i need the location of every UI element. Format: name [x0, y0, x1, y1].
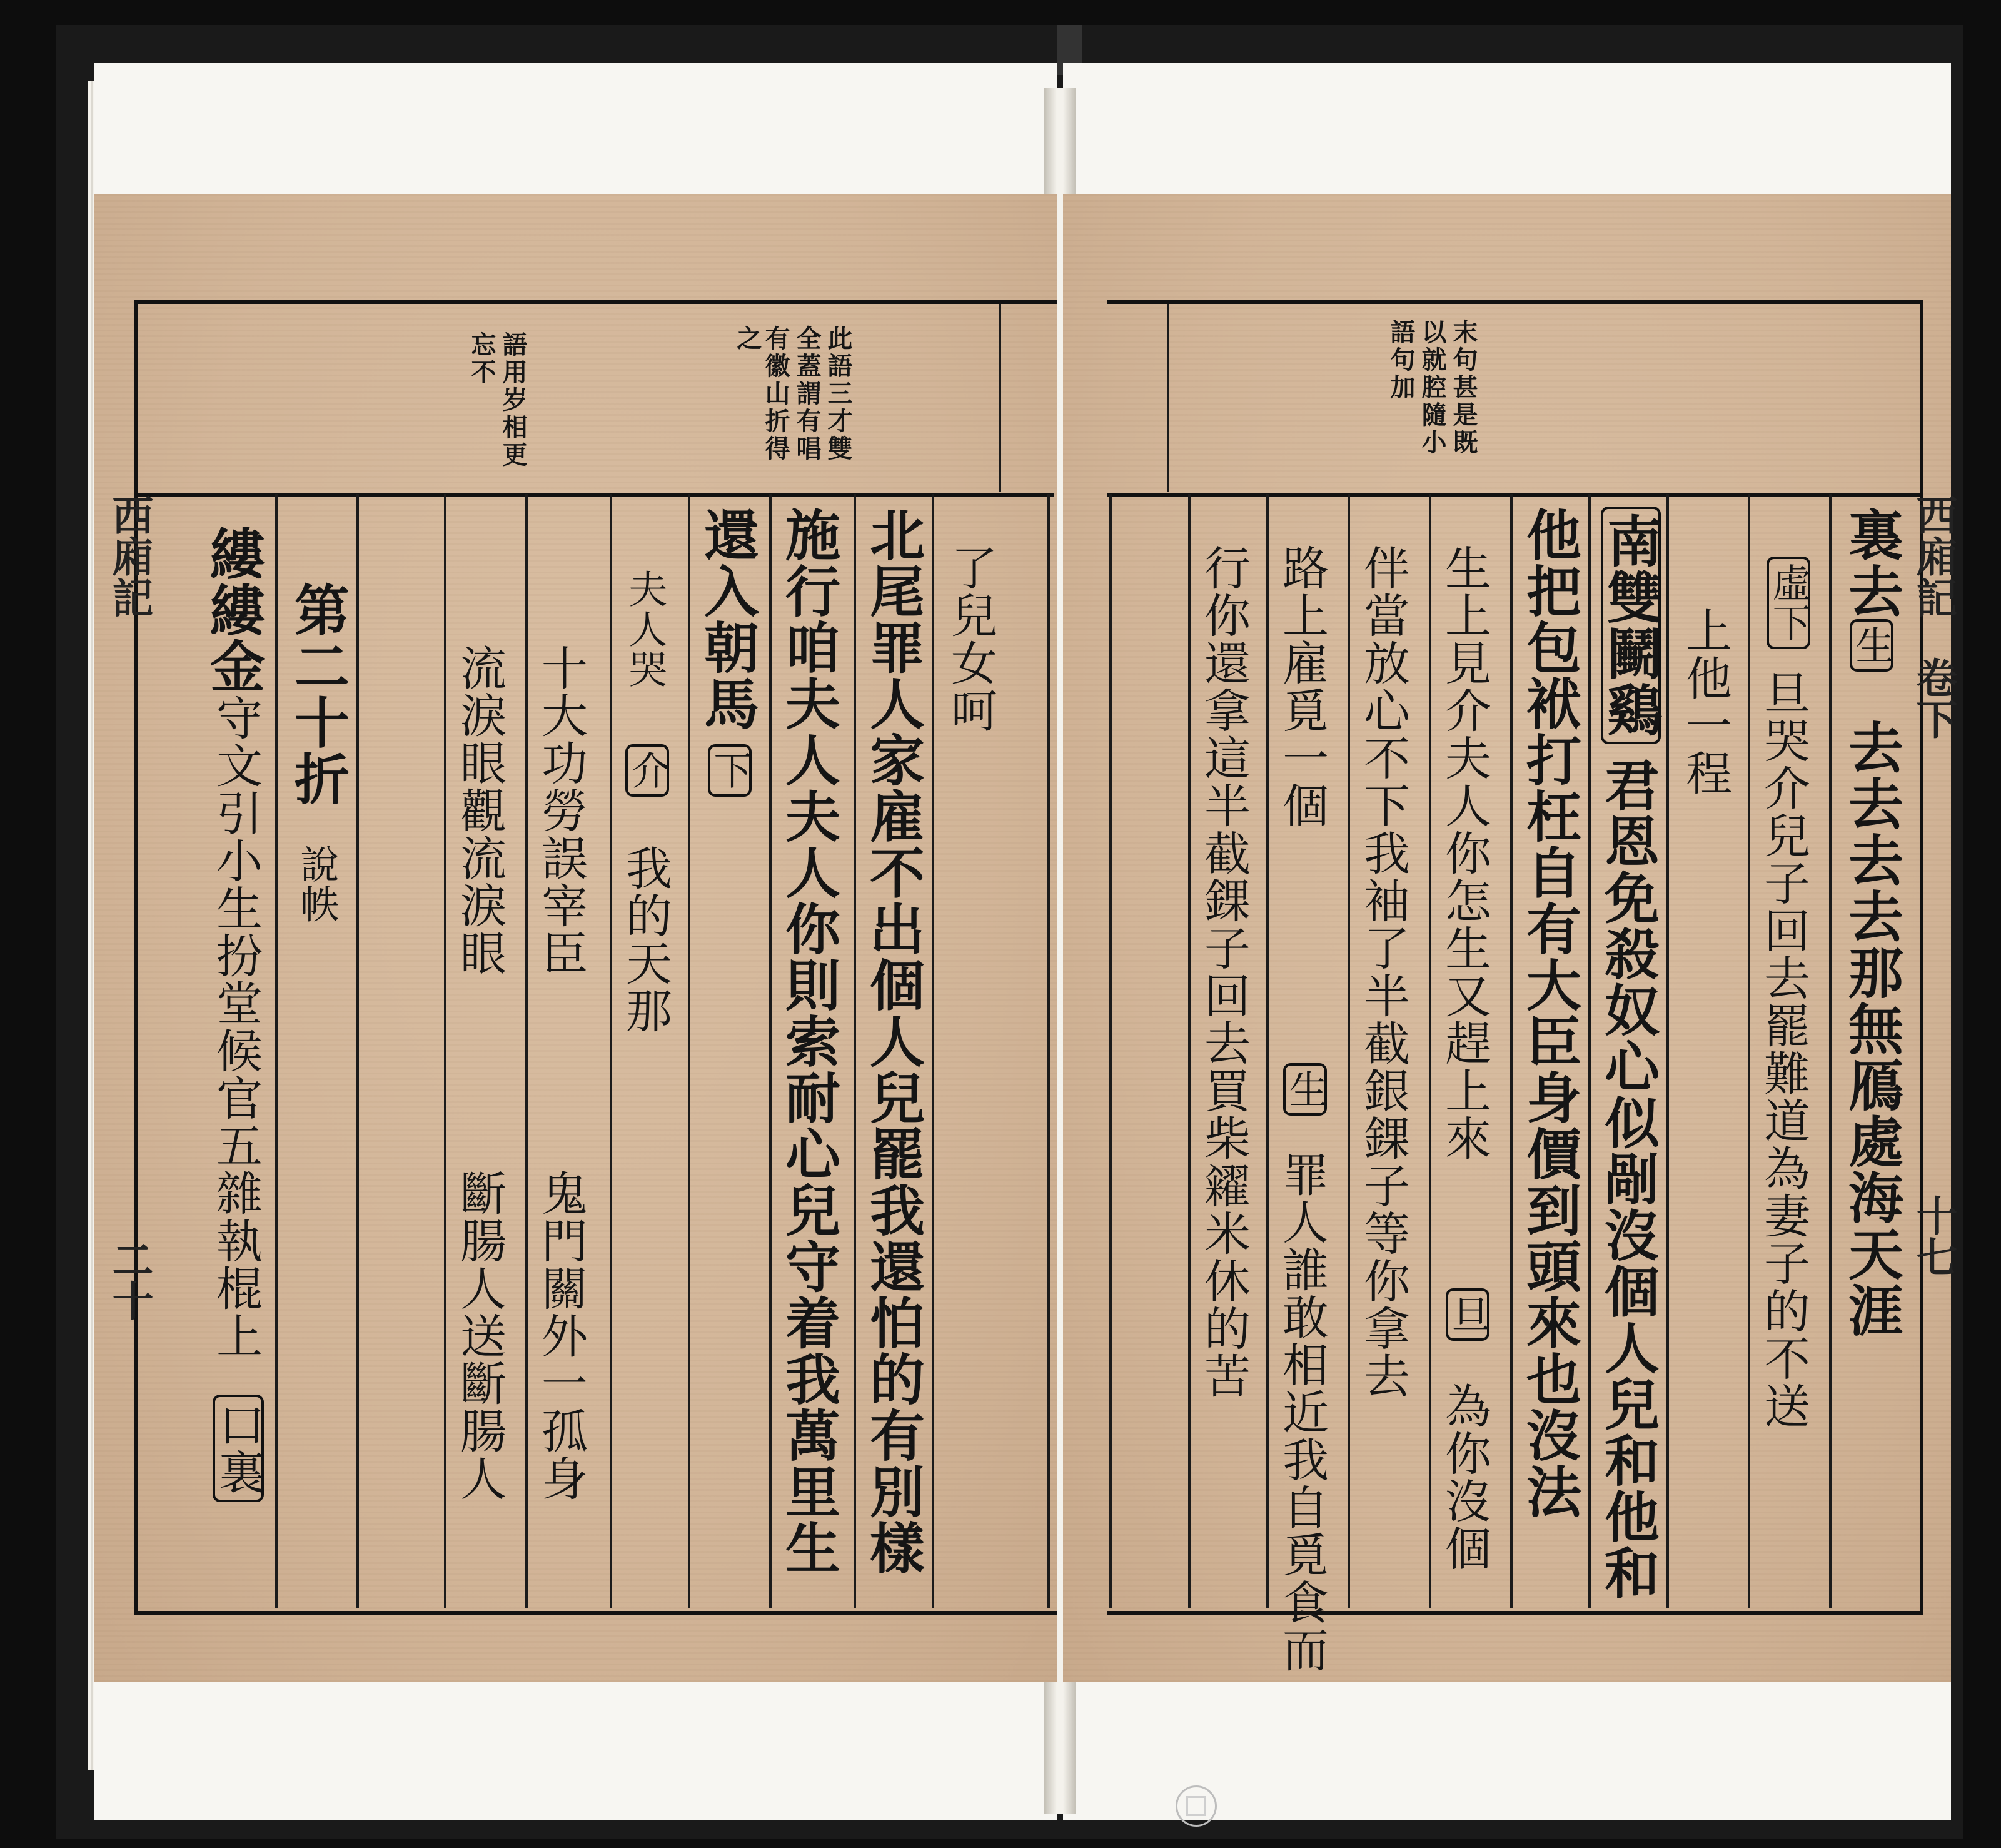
column-rule — [525, 494, 528, 1608]
verse-line: 十大功勞誤宰臣 — [534, 644, 588, 977]
library-watermark-icon — [1176, 1785, 1217, 1827]
column-rule — [1109, 494, 1112, 1608]
column-rule — [1748, 494, 1750, 1608]
text-column: 為你沒個 — [1438, 1382, 1491, 1572]
text-column: 北尾罪人家雇不出個人兒罷我還怕的有別樣 — [861, 507, 926, 1576]
column-rule — [610, 494, 612, 1608]
right-edge-juan: 卷下 — [1909, 657, 1958, 739]
headnote-line: 全蓋謂有唱 — [792, 325, 822, 463]
text-column: 施行咱夫人夫人你則索耐心兒守着我萬里生 — [777, 507, 842, 1576]
text-column: 行你還拿這半截錁子回去買柴糴米休的苦 — [1197, 544, 1251, 1400]
headnote-line: 末句甚是既 — [1449, 319, 1478, 457]
text-column: 還入朝馬 — [695, 507, 760, 732]
text-column: 守文引小生扮堂候官五雜執棍上 — [209, 694, 263, 1360]
column-rule — [275, 494, 278, 1608]
stage-direction-box: 介 — [625, 744, 669, 797]
column-rule — [1588, 494, 1591, 1608]
right-edge-title: 西廂記 — [1909, 494, 1958, 618]
act-subtitle: 說帙 — [294, 844, 340, 924]
left-bottom-margin — [94, 1676, 1057, 1820]
text-column: 旦哭介兒子回去罷難道為妻子的不送 — [1757, 669, 1810, 1430]
headnote-line: 此語三才雙 — [824, 325, 853, 463]
text-column: 伴當放心不下我袖了半截銀錁子等你拿去 — [1356, 544, 1410, 1400]
text-column: 他把包袱打枉自有大臣身價到頭來也沒法 — [1518, 507, 1583, 1520]
column-rule — [769, 494, 772, 1608]
column-rule — [1829, 494, 1832, 1608]
headnote-line: 語用岁相更 — [498, 331, 528, 469]
text-column: 路上雇覓一個 — [1275, 544, 1329, 829]
text-column: 生上見介夫人你怎生又趕上來 — [1438, 544, 1491, 1162]
headnote-line: 之 — [733, 325, 762, 353]
column-rule — [1510, 494, 1513, 1608]
headnote-line: 語句加 — [1386, 319, 1416, 401]
left-page — [94, 194, 1057, 1682]
text-column: 了兒女呵 — [944, 544, 997, 734]
stage-direction-box: 虛下 — [1767, 557, 1810, 649]
act-heading: 第二十折 — [286, 582, 351, 807]
left-headnote-divider — [134, 493, 1054, 497]
left-edge-title: 西廂記 — [105, 494, 154, 618]
headnote-line: 忘不 — [467, 331, 496, 386]
column-rule — [688, 494, 690, 1608]
headnote-line: 有徽山折得 — [761, 325, 790, 463]
left-top-margin — [94, 63, 1057, 200]
stage-direction-box: 下 — [708, 744, 752, 797]
book-spread — [56, 25, 1963, 1839]
text-column: 我的天那 — [618, 844, 672, 1034]
column-rule — [1348, 494, 1350, 1608]
right-page — [1063, 194, 1958, 1682]
column-rule — [854, 494, 856, 1608]
text-column: 上他一程 — [1678, 607, 1732, 797]
left-edge-folio: 二十 — [105, 1238, 154, 1321]
right-headnote-border — [1167, 304, 1169, 492]
text-column: 罪人誰敢相近我自覓食而 — [1275, 1151, 1329, 1674]
stage-direction-box: 生 — [1850, 619, 1893, 672]
column-rule — [1666, 494, 1669, 1608]
right-edge-folio: 十七 — [1909, 1194, 1958, 1277]
column-rule — [1266, 494, 1269, 1608]
tune-title: 縷縷金 — [201, 525, 266, 694]
column-rule — [444, 494, 446, 1608]
verse-line: 斷腸人送斷腸人 — [453, 1169, 507, 1502]
text-column: 君恩免殺奴心似剮沒個人兒和他和 — [1596, 757, 1661, 1601]
headnote-line: 以就腔隨小 — [1418, 319, 1447, 457]
column-rule — [932, 494, 934, 1608]
text-column: 夫人哭 — [622, 569, 668, 689]
right-headnote-divider — [1107, 493, 1920, 497]
verse-line: 流淚眼觀流淚眼 — [453, 644, 507, 977]
left-headnote-border — [999, 304, 1001, 492]
column-rule — [1188, 494, 1191, 1608]
column-rule — [356, 494, 359, 1608]
text-column: 口裏 — [213, 1395, 264, 1502]
verse-line: 鬼門關外一孤身 — [534, 1169, 588, 1502]
text-column: 去去去去那無鴈處海天涯 — [1840, 719, 1905, 1338]
text-column: 裏去 — [1840, 507, 1905, 619]
stage-direction-box: 旦 — [1446, 1288, 1489, 1341]
column-rule — [1047, 494, 1050, 1608]
right-top-margin — [1063, 63, 1951, 200]
tune-title: 南雙鬭鷄 — [1601, 507, 1661, 744]
stage-direction-box: 生 — [1283, 1063, 1327, 1116]
column-rule — [1429, 494, 1431, 1608]
